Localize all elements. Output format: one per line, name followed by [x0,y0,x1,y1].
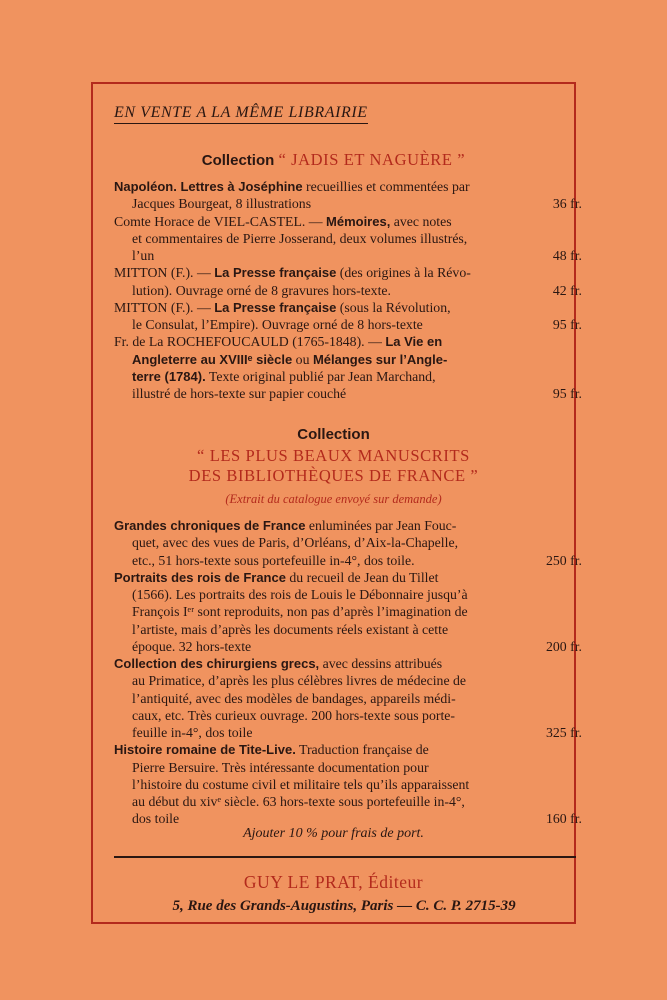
entry-text: caux, etc. Très curieux ouvrage. 200 hors-texte sous porte- [132,707,455,723]
catalogue-entry-line [132,385,582,402]
collection-title: “ JADIS ET NAGUÈRE ” [278,150,466,169]
header-title: EN VENTE A LA MÊME LIBRAIRIE [114,104,368,124]
entry-text: MITTON (F.). — [114,265,215,281]
catalogue-entry-line [132,552,582,569]
entry-text: dos toile [132,811,180,827]
catalogue-entry-line [132,247,582,264]
entry-text: recueillies et commentées par [302,179,470,194]
catalogue-entry-line [132,810,582,827]
catalogue-entry-line [114,333,582,350]
entry-price: 250 fr. [545,552,582,568]
entry-text: et commentaires de Pierre Josserand, deux volumes illustrés, [132,230,468,246]
entry-price: 95 fr. [552,386,582,401]
catalogue-entry-line [132,759,582,776]
entry-title-text: La Presse française [214,299,337,315]
entry-text: MITTON (F.). — [114,299,215,315]
catalogue-entry-line [132,351,582,368]
collection-title-line-2: DES BIBLIOTHÈQUES DE FRANCE ” [188,466,479,485]
publisher-address: 5, Rue des Grands-Augustins, Paris — C. C. P. 2715-39 [172,898,516,914]
entry-title-text: La Vie en [385,334,443,350]
catalogue-entry-line [132,195,582,212]
entry-text: feuille in-4°, dos toile [132,725,253,740]
collection-title-line-1: “ LES PLUS BEAUX MANUSCRITS [197,446,470,465]
entry-text: avec dessins attribués [319,656,443,671]
entry-text: époque. 32 hors-texte [132,638,252,654]
catalogue-entry-line [114,655,582,672]
catalogue-entry-line [114,741,582,758]
entry-text: du recueil de Jean du Tillet [285,569,439,585]
entry-text: Traduction française de [295,742,429,758]
entry-text: avec notes [390,213,452,229]
entry-title-text: terre (1784). [132,368,206,384]
collection-heading-jadis [0,150,667,170]
catalogue-entry-line [114,517,582,534]
collection-prefix-manuscrits: Collection [297,426,370,443]
entry-price: 200 fr. [545,638,582,654]
entry-text: (1566). Les portraits des rois de Louis le Débonnaire jusqu’à [132,587,468,602]
catalogue-entry-line [114,569,582,586]
entry-text: Texte original publié par Jean Marchand, [205,368,436,384]
catalogue-entry-line [132,638,582,655]
entry-text: l’antiquité, avec des modèles de bandages, appareils médi- [132,690,456,706]
entry-title-text: Grandes chroniques de France [114,518,306,533]
catalogue-entry-line [132,707,582,724]
entry-price: 95 fr. [552,317,582,332]
catalogue-entry-line [132,621,582,638]
entry-title-text: Mémoires, [326,213,391,229]
entry-price: 48 fr. [552,248,582,263]
catalogue-entry-line [132,586,582,603]
catalogue-note: (Extrait du catalogue envoyé sur demande) [225,492,442,506]
entry-price: 160 fr. [545,811,582,827]
entry-text: Fr. de La ROCHEFOUCAULD (1765-1848). — [114,334,386,350]
entry-text: Comte Horace de VIEL-CASTEL. — [114,213,327,229]
entry-text: Jacques Bourgeat, 8 illustrations [132,196,312,212]
divider-rule [114,856,576,858]
catalogue-entry-line [132,230,582,247]
shipping-note: Ajouter 10 % pour frais de port. [243,826,424,841]
entry-text: (des origines à la Révo- [336,265,471,281]
catalogue-entry-line [114,213,582,230]
entry-text: François Iᵉʳ sont reproduits, non pas d’après l’imagination de [132,604,468,620]
catalogue-entry-line [132,316,582,333]
entry-title-text: Collection des chirurgiens grecs, [114,656,320,671]
entry-text: etc., 51 hors-texte sous portefeuille in-4°, dos toile. [132,552,415,568]
catalogue-entry-line [114,178,582,195]
entry-title-text: Histoire romaine de Tite-Live. [114,742,296,758]
catalogue-entry-line [132,534,582,551]
entry-text: illustré de hors-texte sur papier couché [132,386,347,401]
catalogue-entry-line [132,690,582,707]
entry-text: quet, avec des vues de Paris, d’Orléans, d’Aix-la-Chapelle, [132,535,459,551]
entry-title-text: Portraits des rois de France [114,569,286,585]
catalogue-entry-line [114,299,582,316]
entry-price: 42 fr. [552,282,582,298]
entry-text: Pierre Bersuire. Très intéressante documentation pour [132,759,429,775]
entry-text: l’un [132,248,155,263]
entry-text: l’artiste, mais d’après les documents réels existant à cette [132,621,449,637]
entry-text: l’histoire du costume civil et militaire tels qu’ils apparaissent [132,776,470,792]
catalogue-entry-line [132,724,582,741]
entry-text: au Primatice, d’après les plus célèbres livres de médecine de [132,673,467,689]
entry-text: au début du xivᵉ siècle. 63 hors-texte sous portefeuille in-4°, [132,794,465,809]
catalogue-entry-line [114,264,582,281]
catalogue-entry-line [132,282,582,299]
collection-prefix: Collection [201,152,275,169]
entry-text: enluminées par Jean Fouc- [305,518,457,533]
catalogue-entry-line [132,603,582,620]
entry-text: le Consulat, l’Empire). Ouvrage orné de 8 hors-texte [132,317,423,332]
entry-title-text: Mélanges sur l’Angle- [312,351,448,367]
catalogue-entry-line [132,793,582,810]
entry-title-text: Angleterre au XVIIIᵉ siècle [132,351,293,367]
entry-title-text: La Presse française [214,265,337,281]
entry-text: lution). Ouvrage orné de 8 gravures hors-texte. [132,282,391,298]
catalogue-entry-line [132,368,582,385]
entry-text: (sous la Révolution, [336,299,451,315]
catalogue-entry-line [132,672,582,689]
entry-price: 325 fr. [545,725,582,740]
entry-title-text: Napoléon. Lettres à Joséphine [114,179,303,194]
entry-text: ou [292,351,313,367]
entry-price: 36 fr. [552,196,582,212]
catalogue-entry-line [132,776,582,793]
publisher-name: GUY LE PRAT, Éditeur [243,872,424,892]
